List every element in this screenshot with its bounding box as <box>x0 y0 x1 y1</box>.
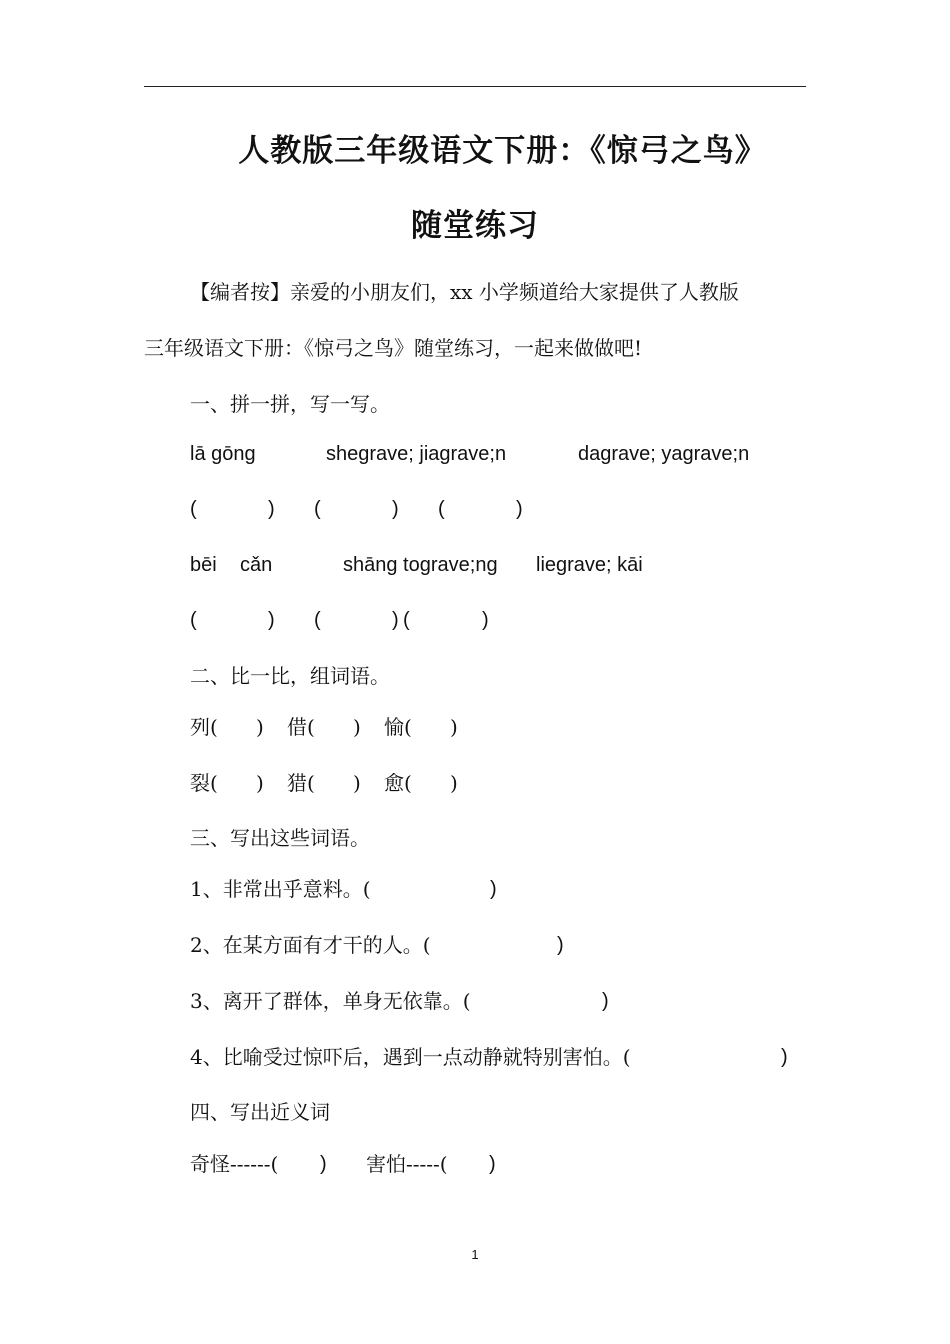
answer-close-paren: ) <box>268 498 275 520</box>
title-line-2: 随堂练习 <box>411 208 539 244</box>
synonym-item-open: 害怕-----( <box>366 1152 448 1176</box>
synonym-item-close: ) <box>320 1153 327 1175</box>
compare-word-close: ) <box>450 715 458 739</box>
definition-close-paren: ) <box>602 990 609 1012</box>
synonym-item-open: 奇怪------( <box>190 1152 279 1176</box>
compare-word-open: 猎( <box>287 771 315 795</box>
pinyin-item: liegrave; kāi <box>536 554 643 576</box>
section-1-heading: 一、拼一拼，写一写。 <box>190 392 390 416</box>
compare-word-close: ) <box>450 771 458 795</box>
section-3-heading: 三、写出这些词语。 <box>190 826 370 850</box>
pinyin-item: shāng tograve;ng <box>343 554 498 576</box>
answer-open-paren: ( <box>314 609 321 631</box>
compare-word-close: ) <box>353 771 361 795</box>
compare-word-close: ) <box>256 771 264 795</box>
compare-word-open: 列( <box>190 715 218 739</box>
page-number: 1 <box>471 1247 479 1262</box>
pinyin-item: shegrave; jiagrave;n <box>326 443 507 465</box>
pinyin-item: cǎn <box>240 554 273 576</box>
answer-close-paren: ) <box>482 609 489 631</box>
compare-word-open: 借( <box>287 715 315 739</box>
compare-word-close: ) <box>256 715 264 739</box>
answer-open-paren: ( <box>438 498 445 520</box>
answer-close-paren: ) <box>392 609 399 631</box>
intro-line-2: 三年级语文下册：《惊弓之鸟》随堂练习，一起来做做吧! <box>144 336 643 360</box>
answer-open-paren: ( <box>190 498 197 520</box>
synonym-item-close: ) <box>489 1153 496 1175</box>
definition-item: 3、离开了群体，单身无依靠。( <box>190 989 471 1013</box>
compare-word-open: 愈( <box>384 771 412 795</box>
answer-close-paren: ) <box>516 498 523 520</box>
answer-open-paren: ( <box>314 498 321 520</box>
answer-open-paren: ( <box>403 609 410 631</box>
title-line-1: 人教版三年级语文下册：《惊弓之鸟》 <box>238 133 767 169</box>
pinyin-item: dagrave; yagrave;n <box>578 443 750 465</box>
compare-word-close: ) <box>353 715 361 739</box>
answer-close-paren: ) <box>392 498 399 520</box>
answer-open-paren: ( <box>190 609 197 631</box>
definition-item: 1、非常出乎意料。( <box>190 877 371 901</box>
answer-close-paren: ) <box>268 609 275 631</box>
header-rule <box>144 86 806 87</box>
definition-item: 2、在某方面有才干的人。( <box>190 933 431 957</box>
compare-word-open: 裂( <box>190 771 218 795</box>
compare-word-open: 愉( <box>384 715 412 739</box>
section-2-heading: 二、比一比，组词语。 <box>190 664 390 688</box>
intro-line-1: 【编者按】亲爱的小朋友们，xx 小学频道给大家提供了人教版 <box>190 280 739 304</box>
pinyin-item: lā gōng <box>190 443 256 465</box>
definition-close-paren: ) <box>781 1046 788 1068</box>
pinyin-item: bēi <box>190 554 217 576</box>
definition-close-paren: ) <box>557 934 564 956</box>
section-4-heading: 四、写出近义词 <box>190 1100 330 1124</box>
definition-close-paren: ) <box>490 878 497 900</box>
definition-item: 4、比喻受过惊吓后，遇到一点动静就特别害怕。( <box>190 1045 631 1069</box>
